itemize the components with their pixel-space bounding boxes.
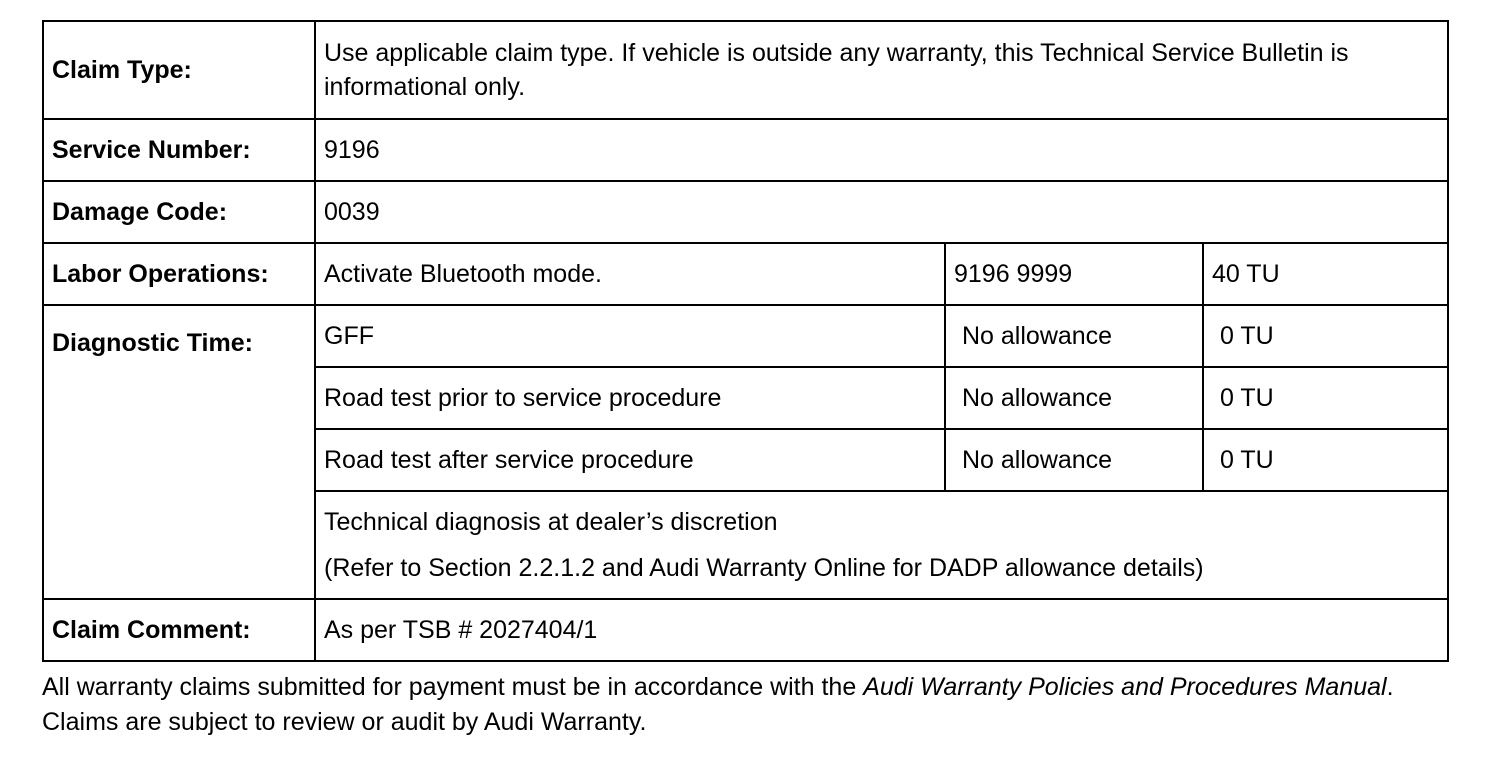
footer-text-after: . Claims are subject to review or audit by Audi Warranty. [42, 673, 1394, 736]
service-number-row [43, 119, 1448, 181]
footer-text-before: All warranty claims submitted for payment must be in accordance with the [42, 673, 864, 701]
claim-type-label: Claim Type: [43, 21, 315, 119]
claim-type-value: Use applicable claim type. If vehicle is outside any warranty, this Technical Service Bulletin is informational only. [315, 21, 1448, 119]
labor-operation-code: 9196 9999 [945, 243, 1203, 305]
claim-comment-label: Claim Comment: [43, 599, 315, 661]
labor-operations-label: Labor Operations: [43, 243, 315, 305]
technical-diagnosis-cell [315, 491, 1448, 599]
diagnostic-time: 0 TU [1203, 305, 1448, 367]
diagnostic-description: Road test after service procedure [315, 429, 945, 491]
labor-operations-row [43, 243, 1448, 305]
damage-code-label: Damage Code: [43, 181, 315, 243]
diagnostic-description: GFF [315, 305, 945, 367]
diagnostic-time: 0 TU [1203, 367, 1448, 429]
labor-operation-time: 40 TU [1203, 243, 1448, 305]
claim-comment-row [43, 599, 1448, 661]
service-number-label: Service Number: [43, 119, 315, 181]
claim-type-row [43, 21, 1448, 119]
warranty-footer-note [42, 670, 1452, 740]
damage-code-value: 0039 [315, 181, 1448, 243]
diagnostic-time-row [43, 305, 1448, 367]
damage-code-row [43, 181, 1448, 243]
diagnostic-allowance: No allowance [945, 305, 1203, 367]
diagnostic-time: 0 TU [1203, 429, 1448, 491]
claim-comment-value: As per TSB # 2027404/1 [315, 599, 1448, 661]
manual-title: Audi Warranty Policies and Procedures Manual [863, 673, 1387, 701]
diagnostic-allowance: No allowance [945, 429, 1203, 491]
warranty-claim-table [42, 20, 1449, 662]
diagnostic-time-label: Diagnostic Time: [43, 305, 315, 599]
labor-operation-description: Activate Bluetooth mode. [315, 243, 945, 305]
diagnostic-description: Road test prior to service procedure [315, 367, 945, 429]
technical-diagnosis-note: Technical diagnosis at dealer’s discretion [324, 508, 778, 536]
service-number-value: 9196 [315, 119, 1448, 181]
diagnostic-allowance: No allowance [945, 367, 1203, 429]
technical-diagnosis-reference: (Refer to Section 2.2.1.2 and Audi Warranty Online for DADP allowance details) [324, 554, 1204, 582]
